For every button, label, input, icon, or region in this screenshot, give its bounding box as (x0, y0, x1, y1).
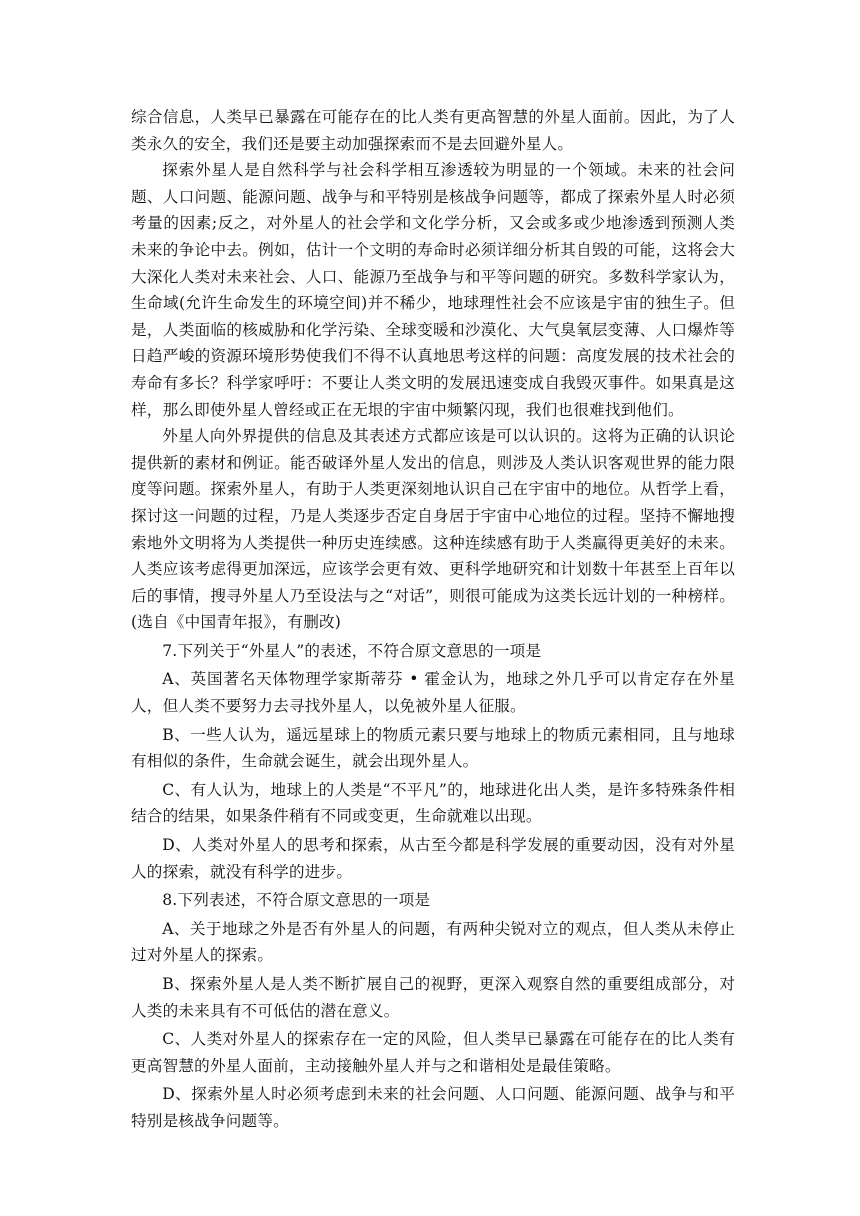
question-7-option-a: A、英国著名天体物理学家斯蒂芬 • 霍金认为，地球之外几乎可以肯定存在外星人，但人类不要努力去寻找外星人，以免被外星人征服。 (131, 670, 735, 716)
question-8-option-a: A、关于地球之外是否有外星人的问题，有两种尖锐对立的观点，但人类从未停止过对外星人的探索。 (131, 919, 735, 965)
question-7-stem: 7.下列关于“外星人”的表述，不符合原文意思的一项是 (162, 641, 542, 660)
question-7-option-b: B、一些人认为，遥远星球上的物质元素只要与地球上的物质元素相同，且与地球有相似的条件，生命就会诞生，就会出现外星人。 (131, 725, 735, 771)
question-8-option-c: C、人类对外星人的探索存在一定的风险，但人类早已暴露在可能存在的比人类有更高智慧的外星人面前，主动接触外星人并与之和谐相处是最佳策略。 (131, 1030, 735, 1075)
paragraph-exploration-science: 探索外星人是自然科学与社会科学相互渗透较为明显的一个领域。未来的社会问题、人口问题、能源问题、战争与和平特别是核战争问题等，都成了探索外星人时必须考量的因素;反之，对外星人的社会学和文化学分析，又会或多或少地渗透到预测人类未来的争论中去。例如，估计一个文明的寿命时必须详细分析其自毁的可能，这将会大大深化人类对未来社会、人口、能源乃至战争与和平等问题的研究。多数科学家认为，生命域(允许生命发生的环境空间)并不稀少，地球理性社会不应该是宇宙的独生子。但是，人类面临的核威胁和化学污染、全球变暖和沙漠化、大气臭氧层变薄、人口爆炸等日趋严峻的资源环境形势使我们不得不认真地思考这样的问题：高度发展的技术社会的寿命有多长？科学家呼吁：不要让人类文明的发展迅速变成自我毁灭事件。如果真是这样，那么即使外星人曾经或正在无垠的宇宙中频繁闪现，我们也很难找到他们。 (131, 161, 735, 419)
question-8-option-d: D、探索外星人时必须考虑到未来的社会问题、人口问题、能源问题、战争与和平特别是核战争问题等。 (131, 1085, 735, 1130)
document-body (131, 104, 735, 1135)
question-7-option-d: D、人类对外星人的思考和探索，从古至今都是科学发展的重要动因，没有对外星人的探索，就没有科学的进步。 (131, 836, 735, 881)
question-8-stem: 8.下列表述，不符合原文意思的一项是 (162, 891, 431, 910)
paragraph-intro-continuation: 综合信息，人类早已暴露在可能存在的比人类有更高智慧的外星人面前。因此，为了人类永久的安全，我们还是要主动加强探索而不是去回避外星人。 (131, 108, 735, 153)
paragraph-cognition: 外星人向外界提供的信息及其表述方式都应该是可以认识的。这将为正确的认识论提供新的素材和例证。能否破译外星人发出的信息，则涉及人类认识客观世界的能力限度等问题。探索外星人，有助于人类更深刻地认识自己在宇宙中的地位。从哲学上看，探讨这一问题的过程，乃是人类逐步否定自身居于宇宙中心地位的过程。坚持不懈地搜索地外文明将为人类提供一种历史连续感。这种连续感有助于人类赢得更美好的未来。人类应该考虑得更加深远，应该学会更有效、更科学地研究和计划数十年甚至上百年以后的事情，搜寻外星人乃至设法与之“对话”，则很可能成为这类长远计划的一种榜样。(选自《中国青年报》，有删改) (131, 427, 735, 632)
question-7-option-c: C、有人认为，地球上的人类是“不平凡”的，地球进化出人类，是许多特殊条件相结合的结果，如果条件稍有不同或变更，生命就难以出现。 (131, 780, 735, 826)
question-8-option-b: B、探索外星人是人类不断扩展自己的视野，更深入观察自然的重要组成部分，对人类的未来具有不可低估的潜在意义。 (131, 975, 735, 1020)
